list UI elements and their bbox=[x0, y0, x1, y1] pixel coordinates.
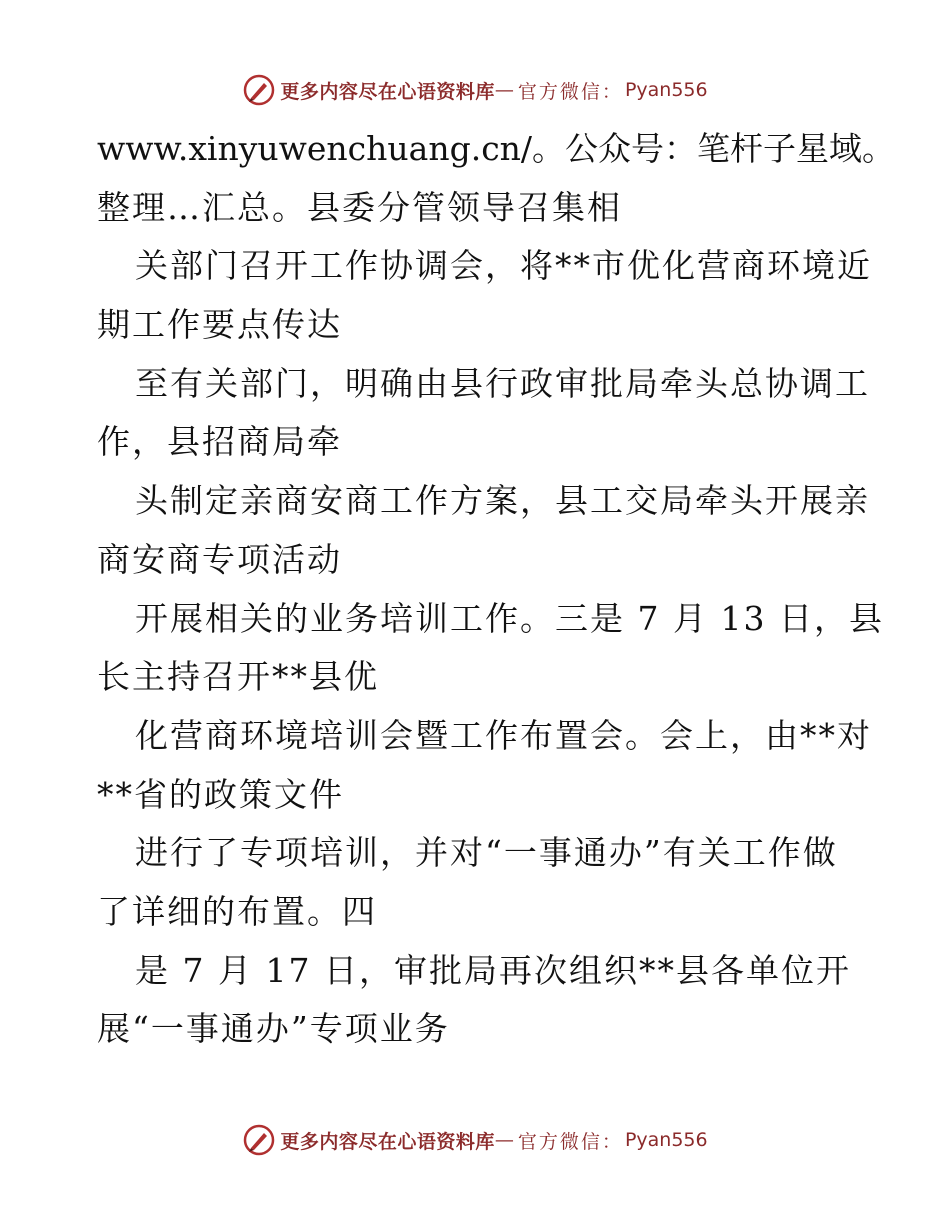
text-line: 长主持召开**县优 bbox=[97, 657, 379, 697]
banner-dash: — bbox=[494, 79, 514, 101]
banner-official-label: 官方微信： bbox=[517, 80, 623, 103]
text-line: 了详细的布置。四 bbox=[97, 891, 377, 931]
text-line: 展“一事通办”专项业务 bbox=[97, 1009, 450, 1049]
text-line: 化营商环境培训会暨工作布置会。会上，由**对 bbox=[135, 715, 872, 755]
footer-watermark-banner bbox=[0, 1118, 950, 1162]
text-line: 进行了专项培训，并对“一事通办”有关工作做 bbox=[135, 833, 838, 873]
text-line: 期工作要点传达 bbox=[97, 305, 342, 345]
banner-dash: — bbox=[494, 1129, 514, 1151]
banner-text: 更多内容尽在心语资料库 bbox=[280, 1130, 495, 1153]
banner-official-label: 官方微信： bbox=[517, 1130, 623, 1153]
text-line: 开展相关的业务培训工作。三是 7 月 13 日，县 bbox=[135, 598, 884, 638]
document-body bbox=[97, 126, 896, 1065]
pen-logo-icon bbox=[242, 1123, 276, 1157]
text-line: **省的政策文件 bbox=[97, 774, 344, 814]
banner-wechat-id: Pyan556 bbox=[624, 1129, 708, 1151]
text-line: 整理…汇总。县委分管领导召集相 bbox=[97, 187, 622, 227]
pen-logo-icon bbox=[242, 73, 276, 107]
header-watermark-banner bbox=[0, 68, 950, 112]
text-line: 头制定亲商安商工作方案，县工交局牵头开展亲 bbox=[135, 481, 870, 521]
banner-text: 更多内容尽在心语资料库 bbox=[280, 80, 495, 103]
text-line: 作，县招商局牵 bbox=[97, 422, 342, 462]
text-line: 至有关部门，明确由县行政审批局牵头总协调工 bbox=[135, 363, 870, 403]
text-line: www.xinyuwenchuang.cn/。公众号：笔杆子星域。 bbox=[97, 129, 896, 168]
text-line: 商安商专项活动 bbox=[97, 539, 342, 579]
banner-wechat-id: Pyan556 bbox=[624, 79, 708, 101]
text-line: 是 7 月 17 日，审批局再次组织**县各单位开 bbox=[135, 950, 851, 990]
text-line: 关部门召开工作协调会，将**市优化营商环境近 bbox=[135, 246, 872, 286]
